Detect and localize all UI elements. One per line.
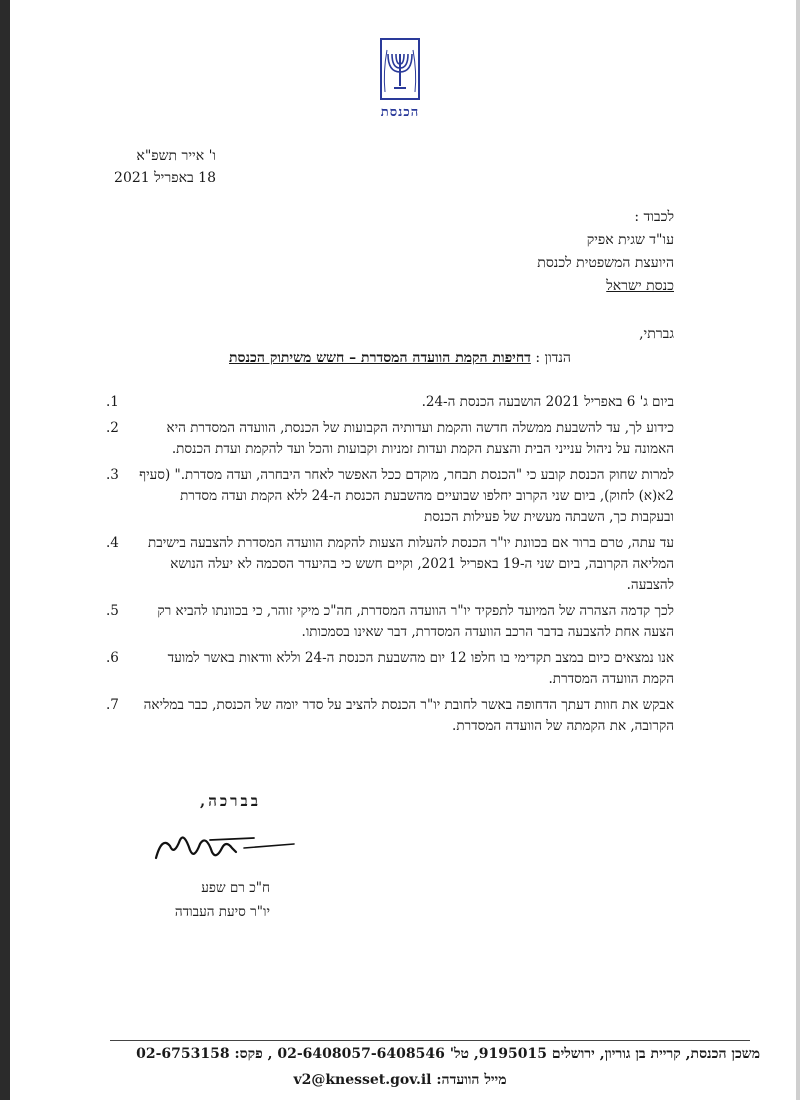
letter-date [114,145,216,189]
signer-name: ח"כ רם שפע [201,880,270,896]
item-text: אנו נמצאים כיום במצב תקדימי בו חלפו 12 יום מהשבעת הכנסת ה-24 וללא וודאות באשר למועד הקמת הוועדה המסדרת. [167,650,674,687]
item-text: לכך קדמה הצהרה של המיועד לתפקיד יו"ר הוועדה המסדרת, חה"כ מיקי זוהר, כי בכוונתו להביא רק הצעה אחת להצבעה בדבר הרכב הוועדה המסדרת, דבר שאינו בסמכותו. [157,603,674,640]
hebrew-date: ו' אייר תשפ"א [136,148,216,164]
footer-divider [110,1040,750,1041]
salutation: גברתי, [639,326,674,342]
item-text: למרות שחוק הכנסת קובע כי "הכנסת תבחר, מוקדם ככל האפשר לאחר היבחרה, ועדה מסדרת." (סעיף 2א(א) לחוק), ביום שני הקרוב יחלפו שבועיים מהשבעת הכנסת ה-24 ללא הקמת ועדה מסדרת ובעקבות כך, השבתה מעשית של פעילות הכנסת [139,467,674,525]
addressee-org: כנסת ישראל [606,278,674,294]
item-number: 6. [106,650,119,666]
addressee-to: לכבוד : [634,209,674,225]
addressee-block [537,206,674,298]
list-item [106,533,674,596]
item-number: 4. [106,535,119,551]
closing: בברכה, [200,792,262,810]
footer-email: מייל הוועדה: v2@knesset.gov.il [293,1072,507,1088]
subject-line [0,350,800,367]
list-item [106,695,674,737]
handwritten-signature [150,826,300,872]
letterhead [366,38,434,120]
list-item [106,601,674,643]
item-text: אבקש את חוות דעתך הדחופה באשר לחובת יו"ר הכנסת להציב על סדר יומה של הכנסת, כבר במליאה הקרובה, את הקמתה של הוועדה המסדרת. [143,697,674,734]
numbered-items [106,392,674,742]
item-text: כידוע לך, עד להשבעת ממשלה חדשה והקמת ועדותיה הקבועות של הכנסת, הוועדה המסדרת היא האמונה על ניהול ענייני הבית והצעת הקמת ועדות זמניות וקבועות והכל ועד להקמת ועדת הכנסת. [166,420,674,457]
gregorian-date: 18 באפריל 2021 [114,170,216,186]
item-text: עד עתה, טרם ברור אם בכוונת יו"ר הכנסת להעלות הצעות להקמת הוועדה המסדרת להצבעה בישיבת המליאה הקרובה, ביום שני ה-19 באפריל 2021, וקיים חשש כי בהיעדר הסכמה לא יעלה הנושא להצבעה. [148,535,674,593]
scan-border-right [796,0,800,1100]
addressee-title: היועצת המשפטית לכנסת [537,255,674,271]
item-number: 1. [106,394,119,410]
list-item [106,465,674,528]
item-number: 2. [106,420,119,436]
letterhead-label: הכנסת [380,105,420,120]
scan-border-left [0,0,10,1100]
subject-label: הנדון : [535,350,571,366]
menorah-emblem-icon [366,38,434,100]
item-number: 7. [106,697,119,713]
list-item [106,418,674,460]
subject-text: דחיפות הקמת הוועדה המסדרת – חשש משיתוק הכנסת [229,350,531,366]
signer-block [140,876,270,924]
signer-role: יו"ר סיעת העבודה [174,904,270,920]
list-item [106,648,674,690]
item-number: 5. [106,603,119,619]
addressee-name: עו"ד שגית אפיק [586,232,674,248]
list-item [106,392,674,413]
item-number: 3. [106,467,119,483]
item-text: ביום ג' 6 באפריל 2021 הושבעה הכנסת ה-24. [421,394,674,410]
footer-address: משכן הכנסת, קריית בן גוריון, ירושלים 9195015, טל' 02-6408057-6408546 , פקס: 02-6753158 [136,1046,760,1062]
